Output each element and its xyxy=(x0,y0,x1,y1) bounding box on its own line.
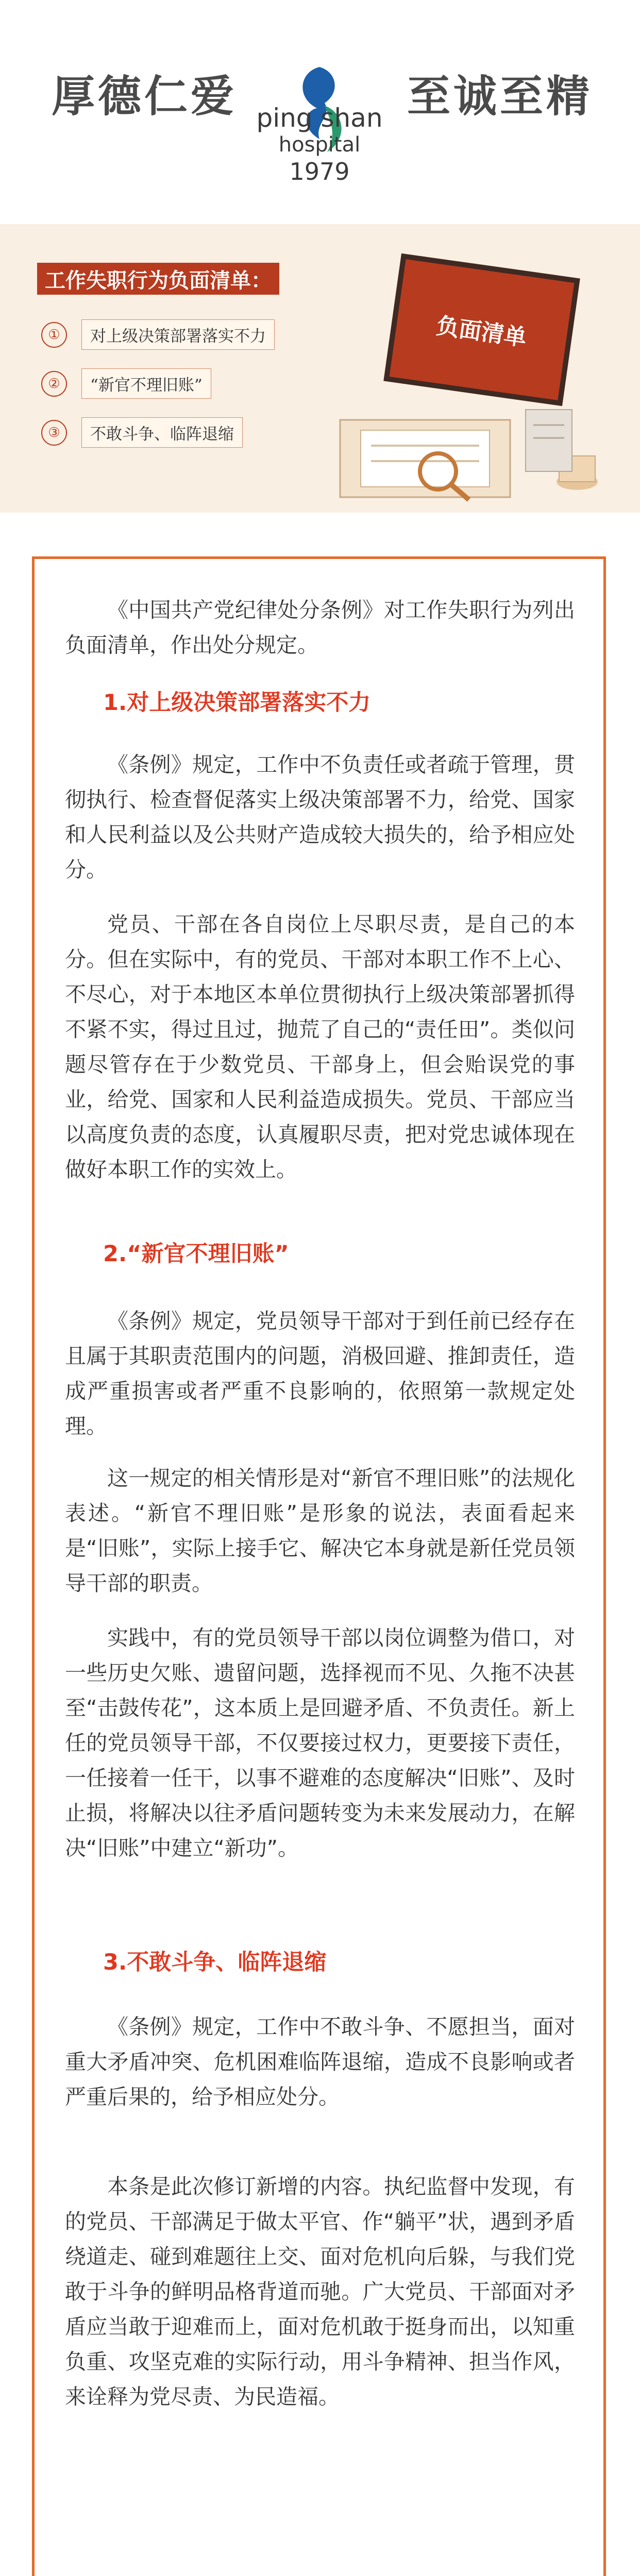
banner-item xyxy=(41,319,275,350)
section-heading-2: 2.“新官不理旧账” xyxy=(103,1241,289,1267)
article-paragraph: 实践中，有的党员领导干部以岗位调整为借口，对一些历史欠账、遗留问题，选择视而不见、久拖不决甚至“击鼓传花”，这本质上是回避矛盾、不负责任。新上任的党员领导干部，不仅要接过权力，更要接下责任，一任接着一任干，以事不避难的态度解决“旧账”、及时止损，将解决以往矛盾问题转变为未来发展动力，在解决“旧账”中建立“新功”。 xyxy=(65,1625,575,1860)
negative-list-board: 负面清单 xyxy=(383,253,580,406)
logo-subtitle: hospital xyxy=(278,133,361,157)
section-heading-1: 1.对上级决策部署落实不力 xyxy=(103,690,371,716)
article-paragraph: 这一规定的相关情形是对“新官不理旧账”的法规化表述。“新官不理旧账”是形象的说法，表面看起来是“旧账”，实际上接手它、解决它本身就是新任党员领导干部的职责。 xyxy=(65,1466,575,1596)
article-paragraph: 党员、干部在各自岗位上尽职尽责，是自己的本分。但在实际中，有的党员、干部对本职工作不上心、不尽心，对于本地区本单位贯彻执行上级决策部署抓得不紧不实，得过且过，抛荒了自己的“责任田”。类似问题尽管存在于少数党员、干部身上，但会贻误党的事业，给党、国家和人民利益造成损失。党员、干部应当以高度负责的态度，认真履职尽责，把对党忠诚体现在做好本职工作的实效上。 xyxy=(65,912,575,1182)
logo-year: 1979 xyxy=(289,158,350,185)
banner-item-number: ① xyxy=(41,322,67,348)
banner-item-number: ③ xyxy=(41,420,67,446)
motto-left: 厚德仁爱 xyxy=(52,71,238,122)
motto-right: 至诚至精 xyxy=(407,71,593,122)
article-paragraph: 《条例》规定，党员领导干部对于到任前已经存在且属于其职责范围内的问题，消极回避、推卸责任，造成严重损害或者严重不良影响的，依照第一款规定处理。 xyxy=(65,1309,575,1438)
banner-item-number: ② xyxy=(41,371,67,397)
article-intro: 《中国共产党纪律处分条例》对工作失职行为列出负面清单，作出处分规定。 xyxy=(65,598,575,657)
banner-title: 工作失职行为负面清单： xyxy=(37,263,279,295)
article-paragraph: 本条是此次修订新增的内容。执纪监督中发现，有的党员、干部满足于做太平官、作“躺平”状，遇到矛盾绕道走、碰到难题往上交、面对危机向后躲，与我们党敢于斗争的鲜明品格背道而驰。广大党员、干部面对矛盾应当敢于迎难而上，面对危机敢于挺身而出，以知重负重、攻坚克难的实际行动，用斗争精神、担当作风，来诠释为党尽责、为民造福。 xyxy=(65,2174,575,2409)
article-paragraph: 《条例》规定，工作中不敢斗争、不愿担当，面对重大矛盾冲突、危机困难临阵退缩，造成不良影响或者严重后果的，给予相应处分。 xyxy=(65,2014,575,2109)
article-paragraph: 《条例》规定，工作中不负责任或者疏于管理，贯彻执行、检查督促落实上级决策部署不力，给党、国家和人民利益以及公共财产造成较大损失的，给予相应处分。 xyxy=(65,752,575,882)
section-heading-3: 3.不敢斗争、临阵退缩 xyxy=(103,1950,327,1975)
banner-item-text: 对上级决策部署落实不力 xyxy=(81,319,275,350)
desk-illustration-icon xyxy=(330,379,618,502)
banner-item-text: “新官不理旧账” xyxy=(81,368,211,399)
page-header xyxy=(0,0,640,206)
banner-item-text: 不敢斗争、临阵退缩 xyxy=(81,417,243,448)
banner-item xyxy=(41,368,211,399)
negative-list-banner xyxy=(0,224,640,513)
banner-item xyxy=(41,417,243,448)
logo-name: ping shan xyxy=(256,103,383,133)
